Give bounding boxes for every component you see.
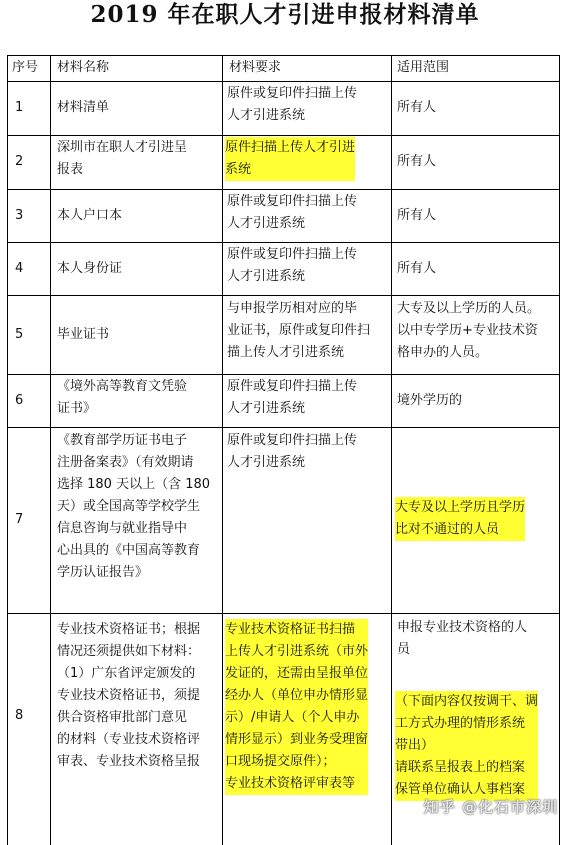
row-6-scope: 境外学历的 [397,393,463,408]
row-8-scope [397,617,559,661]
header-name: 材料名称 [57,60,110,75]
row-1-scope: 所有人 [397,100,437,115]
row-8-scope-note-text: （下面内容仅按调干、调 工方式办理的情形系统 带出） 请联系呈报表上的档案 保管单位确认人事档案 [395,691,538,801]
row-2-name [57,137,219,181]
row-2-req-text: 原件扫描上传人才引进 系统 [225,137,355,181]
row-8-no: 8 [15,708,24,723]
row-8-name-text: 专业技术资格证书；根据 情况还须提供如下材料： （1）广东省评定颁发的 专业技术资格证书，须提 供合资格审批部门意见 的材料（专业技术资格评 审表、专业技术资格呈报 [57,622,201,769]
row-1-no: 1 [15,100,24,115]
row-4-req [227,244,387,288]
row-6-name-text: 《境外高等教育文凭验 证书》 [57,379,188,416]
row-7-req [227,430,387,474]
row-3-req [227,191,387,235]
row-6-name [57,376,219,420]
row-2-scope: 所有人 [397,154,437,169]
row-6-req-text: 原件或复印件扫描上传 人才引进系统 [227,379,358,416]
row-4-no: 4 [15,261,24,276]
row-5-scope [397,298,559,364]
row-4-name: 本人身份证 [57,261,123,276]
header-requirement: 材料要求 [229,60,282,75]
row-6-no: 6 [15,393,24,408]
row-2-no: 2 [15,154,24,169]
row-7-req-text: 原件或复印件扫描上传 人才引进系统 [227,433,358,470]
row-3-req-text: 原件或复印件扫描上传 人才引进系统 [227,194,358,231]
row-3-scope: 所有人 [397,208,437,223]
row-7-no: 7 [15,512,24,527]
row-3-name: 本人户口本 [57,208,123,223]
row-8-scope-note [395,691,559,801]
row-6-req [227,376,387,420]
row-7-scope-text: 大专及以上学历且学历 比对不通过的人员 [395,497,525,541]
row-8-req-text: 专业技术资格证书扫描 上传人才引进系统（市外 发证的，还需由呈报单位 经办人（单位申办情形显 示）/申请人（个人申办 情形显示）到业务受理窗 口现场提交原件）； 专业技术资格评审表等 [225,619,368,795]
row-8-name [57,619,221,773]
row-5-req [227,298,389,364]
row-7-name-text: 《教育部学历证书电子 注册备案表》（有效期请 选择 180 天以上（含 180 天）或全国高等学校学生 信息咨询与就业指导中 心出具的《中国高等教育 学历认证报告》 [57,433,211,580]
row-7-name [57,430,219,584]
watermark-text: 知乎 @化石市深圳 [423,798,558,816]
row-1-name: 材料清单 [57,100,110,115]
row-3-no: 3 [15,208,24,223]
materials-table [7,55,560,845]
row-7-scope [395,497,557,541]
header-scope: 适用范围 [397,60,450,75]
row-4-scope: 所有人 [397,261,437,276]
row-1-req-text: 原件或复印件扫描上传 人才引进系统 [227,86,358,123]
page-title: 2019 年在职人才引进申报材料清单 [90,1,480,28]
header-no: 序号 [12,60,39,75]
row-2-req [225,137,389,181]
row-8-scope-text: 申报专业技术资格的人 员 [397,620,528,657]
row-5-no: 5 [15,327,24,342]
row-5-req-text: 与申报学历相对应的毕 业证书，原件或复印件扫 描上传人才引进系统 [227,301,371,360]
watermark [424,796,558,817]
row-5-name: 毕业证书 [57,327,110,342]
row-8-req [225,619,390,795]
row-1-req [227,83,387,127]
row-5-scope-text: 大专及以上学历的人员。 以中专学历+专业技术资 格申办的人员。 [397,301,541,360]
row-2-name-text: 深圳市在职人才引进呈 报表 [57,140,188,177]
row-4-req-text: 原件或复印件扫描上传 人才引进系统 [227,247,358,284]
